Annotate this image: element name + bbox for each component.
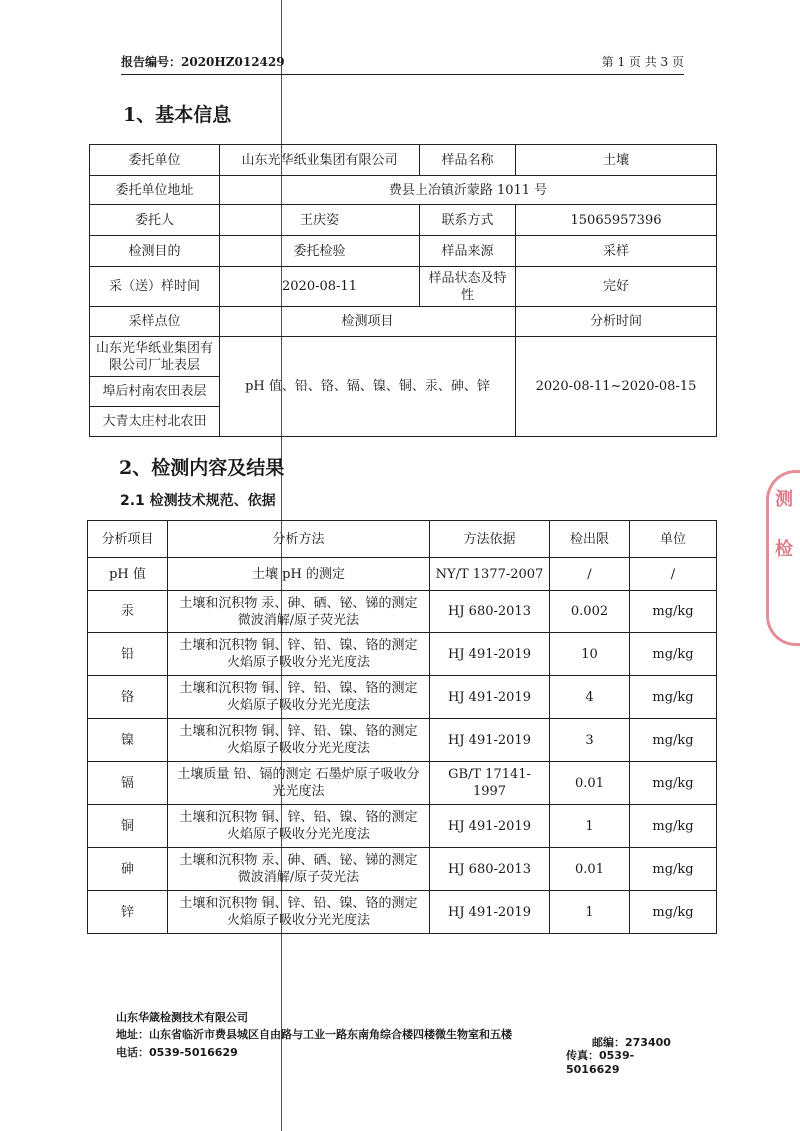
row-unit: mg/kg bbox=[630, 633, 717, 676]
header-basis: 方法依据 bbox=[430, 521, 550, 558]
methods-table bbox=[87, 520, 717, 934]
page-info: 第 1 页 共 3 页 bbox=[601, 55, 684, 69]
row-limit: 0.01 bbox=[550, 762, 630, 805]
phone-label: 联系方式 bbox=[420, 205, 516, 236]
row-basis: HJ 491-2019 bbox=[430, 719, 550, 762]
items-value: pH 值、铅、铬、镉、镍、铜、汞、砷、锌 bbox=[220, 337, 516, 437]
header-item: 分析项目 bbox=[88, 521, 168, 558]
row-method: 土壤质量 铅、镉的测定 石墨炉原子吸收分光光度法 bbox=[168, 762, 430, 805]
source-label: 样品来源 bbox=[420, 236, 516, 267]
row-limit: 1 bbox=[550, 805, 630, 848]
phone-value: 15065957396 bbox=[516, 205, 717, 236]
table-row bbox=[88, 891, 717, 934]
row-item: 铅 bbox=[88, 633, 168, 676]
analysis-time-value: 2020-08-11~2020-08-15 bbox=[516, 337, 717, 437]
site-label: 采样点位 bbox=[90, 307, 220, 337]
row-limit: 3 bbox=[550, 719, 630, 762]
row-unit: mg/kg bbox=[630, 891, 717, 934]
footer-fax: 传真：0539-5016629 bbox=[566, 1049, 635, 1076]
row-item: 汞 bbox=[88, 591, 168, 633]
row-basis: GB/T 17141-1997 bbox=[430, 762, 550, 805]
row-unit: mg/kg bbox=[630, 719, 717, 762]
row-item: 镍 bbox=[88, 719, 168, 762]
table-row bbox=[88, 676, 717, 719]
source-value: 采样 bbox=[516, 236, 717, 267]
site-2: 埠后村南农田表层 bbox=[90, 377, 220, 407]
row-unit: mg/kg bbox=[630, 676, 717, 719]
header-limit: 检出限 bbox=[550, 521, 630, 558]
header-unit: 单位 bbox=[630, 521, 717, 558]
sample-name-label: 样品名称 bbox=[420, 145, 516, 176]
row-basis: NY/T 1377-2007 bbox=[430, 558, 550, 591]
row-method: 土壤和沉积物 汞、砷、硒、铋、锑的测定 微波消解/原子荧光法 bbox=[168, 591, 430, 633]
row-method: 土壤和沉积物 铜、锌、铅、镍、铬的测定 火焰原子吸收分光光度法 bbox=[168, 891, 430, 934]
red-seal-stamp: 测 检 bbox=[766, 470, 800, 646]
row-item: 镉 bbox=[88, 762, 168, 805]
time-label: 采（送）样时间 bbox=[90, 267, 220, 307]
contact-label: 委托人 bbox=[90, 205, 220, 236]
row-item: 铬 bbox=[88, 676, 168, 719]
table-row bbox=[88, 558, 717, 591]
header-method: 分析方法 bbox=[168, 521, 430, 558]
row-limit: / bbox=[550, 558, 630, 591]
section1-title: 1、基本信息 bbox=[123, 104, 232, 126]
row-item: 砷 bbox=[88, 848, 168, 891]
site-3: 大青太庄村北农田 bbox=[90, 407, 220, 437]
table-row bbox=[88, 848, 717, 891]
table-row bbox=[88, 762, 717, 805]
row-unit: mg/kg bbox=[630, 762, 717, 805]
row-basis: HJ 491-2019 bbox=[430, 676, 550, 719]
row-basis: HJ 491-2019 bbox=[430, 633, 550, 676]
table-row bbox=[88, 633, 717, 676]
row-limit: 0.002 bbox=[550, 591, 630, 633]
report-header bbox=[121, 50, 684, 75]
row-method: 土壤和沉积物 铜、锌、铅、镍、铬的测定 火焰原子吸收分光光度法 bbox=[168, 676, 430, 719]
row-limit: 1 bbox=[550, 891, 630, 934]
address-value: 费县上冶镇沂蒙路 1011 号 bbox=[220, 176, 717, 205]
row-method: 土壤和沉积物 铜、锌、铅、镍、铬的测定 火焰原子吸收分光光度法 bbox=[168, 719, 430, 762]
row-basis: HJ 680-2013 bbox=[430, 848, 550, 891]
row-method: 土壤 pH 的测定 bbox=[168, 558, 430, 591]
row-method: 土壤和沉积物 铜、锌、铅、镍、铬的测定 火焰原子吸收分光光度法 bbox=[168, 633, 430, 676]
row-unit: mg/kg bbox=[630, 805, 717, 848]
footer-address: 地址：山东省临沂市费县城区自由路与工业一路东南角综合楼四楼微生物室和五楼 bbox=[116, 1028, 512, 1041]
row-method: 土壤和沉积物 汞、砷、硒、铋、锑的测定 微波消解/原子荧光法 bbox=[168, 848, 430, 891]
table-row bbox=[88, 591, 717, 633]
report-number: 报告编号：2020HZ012429 bbox=[121, 55, 285, 69]
address-label: 委托单位地址 bbox=[90, 176, 220, 205]
contact-value: 王庆姿 bbox=[220, 205, 420, 236]
row-method: 土壤和沉积物 铜、锌、铅、镍、铬的测定 火焰原子吸收分光光度法 bbox=[168, 805, 430, 848]
row-limit: 4 bbox=[550, 676, 630, 719]
row-basis: HJ 680-2013 bbox=[430, 591, 550, 633]
row-unit: mg/kg bbox=[630, 848, 717, 891]
table-row bbox=[88, 805, 717, 848]
row-basis: HJ 491-2019 bbox=[430, 805, 550, 848]
purpose-value: 委托检验 bbox=[220, 236, 420, 267]
sample-name-value: 土壤 bbox=[516, 145, 717, 176]
state-label: 样品状态及特性 bbox=[420, 267, 516, 307]
footer-postcode: 邮编：273400 bbox=[592, 1036, 671, 1049]
purpose-label: 检测目的 bbox=[90, 236, 220, 267]
basic-info-table bbox=[89, 144, 717, 437]
client-value: 山东光华纸业集团有限公司 bbox=[220, 145, 420, 176]
row-item: pH 值 bbox=[88, 558, 168, 591]
items-label: 检测项目 bbox=[220, 307, 516, 337]
section2-1-title: 2.1 检测技术规范、依据 bbox=[120, 493, 276, 509]
footer-phone: 电话：0539-5016629 bbox=[116, 1046, 238, 1059]
row-unit: / bbox=[630, 558, 717, 591]
row-limit: 10 bbox=[550, 633, 630, 676]
row-limit: 0.01 bbox=[550, 848, 630, 891]
client-label: 委托单位 bbox=[90, 145, 220, 176]
analysis-time-label: 分析时间 bbox=[516, 307, 717, 337]
state-value: 完好 bbox=[516, 267, 717, 307]
row-item: 锌 bbox=[88, 891, 168, 934]
table-row bbox=[88, 719, 717, 762]
site-1: 山东光华纸业集团有限公司厂址表层 bbox=[90, 337, 220, 377]
section2-title: 2、检测内容及结果 bbox=[119, 457, 285, 479]
footer-company: 山东华箴检测技术有限公司 bbox=[116, 1011, 248, 1024]
time-value: 2020-08-11 bbox=[220, 267, 420, 307]
row-basis: HJ 491-2019 bbox=[430, 891, 550, 934]
row-item: 铜 bbox=[88, 805, 168, 848]
row-unit: mg/kg bbox=[630, 591, 717, 633]
